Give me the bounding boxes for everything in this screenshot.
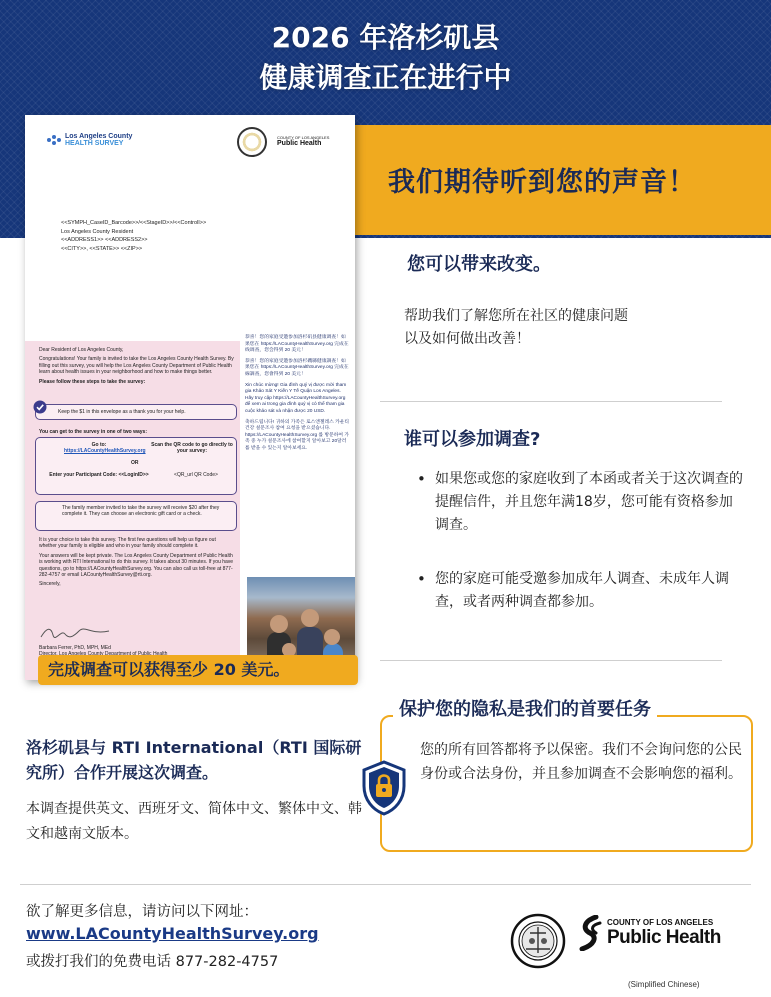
letter-ways-heading: You can get to the survey in one of two ways:	[39, 429, 147, 435]
letter-steps-heading: Please follow these steps to take the survey:	[39, 378, 146, 385]
eligibility-item: • 您的家庭可能受邀参加成年人调查、未成年人调查，或者两种调查都参加。	[415, 568, 745, 614]
make-difference-line2: 以及如何做出改善！	[404, 331, 530, 347]
check-circle-icon	[33, 400, 47, 414]
letter-brand-line2: HEALTH SURVEY	[65, 140, 124, 147]
letter-code-label: Enter your Participant Code: <<LoginID>>	[49, 472, 149, 478]
letter-greeting: Dear Resident of Los Angeles County,	[39, 347, 124, 353]
language-tag: (Simplified Chinese)	[628, 980, 700, 989]
letter-right-p1: 恭喜！您的家庭受邀参加洛杉矶县健康调查！如果您在 https://LACountyHealthSurvey.org 完成在线调查，您会得到 20 美元！	[245, 335, 349, 354]
letter-right-p4: 축하드립니다! 귀하의 가족은 로스앤젤레스 카운티 건강 설문조사 참여 요청을 받으셨습니다. https://LACountyHealthSurvey.org 를 방문하여 가족 중 누가 설문조사에 참여할지 알아보고 20달러를 받을 수 있는지 알아보세요.	[245, 419, 349, 451]
title-line-2: 健康调查正在进行中	[259, 61, 512, 94]
letter-choice: It is your choice to take this survey. The first few questions will help us figure out whether your family is eligible and who in your family should complete it.	[39, 537, 216, 550]
county-seal-icon	[237, 127, 267, 157]
divider	[380, 660, 722, 661]
more-info-text: 欲了解更多信息，请访问以下网址：	[26, 904, 258, 920]
section-make-difference-heading: 您可以带来改变。	[393, 250, 569, 280]
letter-goto-url: https://LACountyHealthSurvey.org	[64, 448, 146, 454]
divider	[380, 401, 722, 402]
letter-qr-placeholder: <QR_url QR Code>	[174, 472, 218, 478]
letter-sincerely: Sincerely,	[39, 581, 61, 588]
highlight-text: 我们期待听到您的声音！	[388, 167, 696, 198]
public-health-logo	[578, 915, 721, 951]
letter-step1-box	[35, 404, 237, 420]
eligibility-item: • 如果您或您的家庭收到了本函或者关于这次调查的提醒信件，并且您年满18岁，您可能有资格参加调查。	[415, 468, 745, 537]
public-health-swirl-icon	[578, 915, 604, 951]
letter-ph-small: COUNTY OF LOS ANGELES	[277, 135, 330, 140]
footer-divider	[20, 884, 751, 885]
letter-body	[39, 347, 235, 388]
invitation-letter-image	[25, 115, 355, 680]
privacy-text: 您的所有回答都将予以保密。我们不会询问您的公民身份或合法身份，并且参加调查不会影响您的福利。	[420, 742, 742, 782]
ph-county-label: COUNTY OF LOS ANGELES	[607, 917, 714, 927]
letter-reward-text: The family member invited to take the survey will receive $20 after they complete it. They can choose an electronic gift card or a check.	[62, 505, 220, 517]
partner-heading: 洛杉矶县与 RTI International（RTI 国际研究所）合作开展这次调查。	[26, 738, 362, 782]
letter-right-p3: Xin chúc mừng! Gia đình quý vị được mời tham gia Khảo Sát Y Kiến Y Tế Quận Los Angeles. Hãy truy cập https://LACountyHealthSurvey.org để xem ai trong gia đình quý vị có thể tham gia cuộc khảo sát và nhận được 20 USD.	[245, 382, 347, 414]
eligibility-list	[415, 468, 745, 645]
signature-image	[39, 625, 99, 639]
letter-translations	[245, 335, 349, 457]
letter-privacy: Your answers will be kept private. The Los Angeles County Department of Public Health is working with RTI International to do this survey. It takes about 30 minutes. If you have questions, go to https://LACountyHealthSurvey.org. You can also call us toll-free at 877-282-4757 or email LACountyHealthSurvey@rti.org.	[39, 552, 234, 579]
letter-reward-box	[35, 501, 237, 531]
languages-text: 本调查提供英文、西班牙文、简体中文、繁体中文、韩文和越南文版本。	[26, 801, 362, 842]
letter-scan-label: Scan the QR code to go directly to your survey:	[151, 442, 233, 454]
letter-intro: Congratulations! Your family is invited to take the Los Angeles County Health Survey. By filling out this survey, you will help the Los Angeles County Department of Public Health learn about health issues in your neighborhood and how to make things better.	[39, 356, 234, 376]
letter-ways-box	[35, 437, 237, 495]
reward-banner: 完成调查可以获得至少 20 美元。	[38, 655, 358, 685]
letter-signer: Barbara Ferrer, PhD, MPH, MEd	[39, 645, 111, 651]
letter-ph-name: Public Health	[277, 140, 322, 147]
county-seal-icon	[510, 913, 566, 969]
letter-step1: Keep the $1 in this envelope as a thank you for your help.	[58, 409, 186, 415]
letter-right-p2: 恭喜！您的家庭受邀参加洛杉磯縣健康調查！如果您在 https://LACountyHealthSurvey.org 完成在線調查，您會得到 20 美元！	[245, 358, 349, 377]
letter-goto-label: Go to:	[91, 442, 107, 448]
letter-or: OR	[131, 460, 139, 466]
section-make-difference-text	[404, 305, 628, 351]
page-title	[0, 18, 771, 98]
survey-website-link[interactable]: www.LACountyHealthSurvey.org	[26, 924, 319, 943]
make-difference-line1: 帮助我们了解您所在社区的健康问题	[404, 308, 628, 324]
letter-address-block: <<SYMPH_CaseID_Barcode>>/<<StageID>>/<<ControlI>> Los Angeles County Resident <<ADDRESS1>> <<ADDRESS2>> <<CITY>>, <<STATE>> <<ZIP>>	[61, 220, 207, 252]
dots-icon	[47, 135, 61, 145]
letter-public-health-logo	[277, 135, 329, 148]
title-line-1: 2026 年洛杉矶县	[271, 21, 500, 54]
letter-brand-line1: Los Angeles County	[65, 133, 133, 140]
section-eligibility-heading: 谁可以参加调查?	[404, 429, 541, 450]
privacy-heading: 保护您的隐私是我们的首要任务	[393, 695, 657, 725]
phone-text: 或拨打我们的免费电话 877-282-4757	[26, 954, 279, 970]
ph-name: Public Health	[607, 926, 721, 948]
letter-survey-logo	[47, 133, 132, 147]
